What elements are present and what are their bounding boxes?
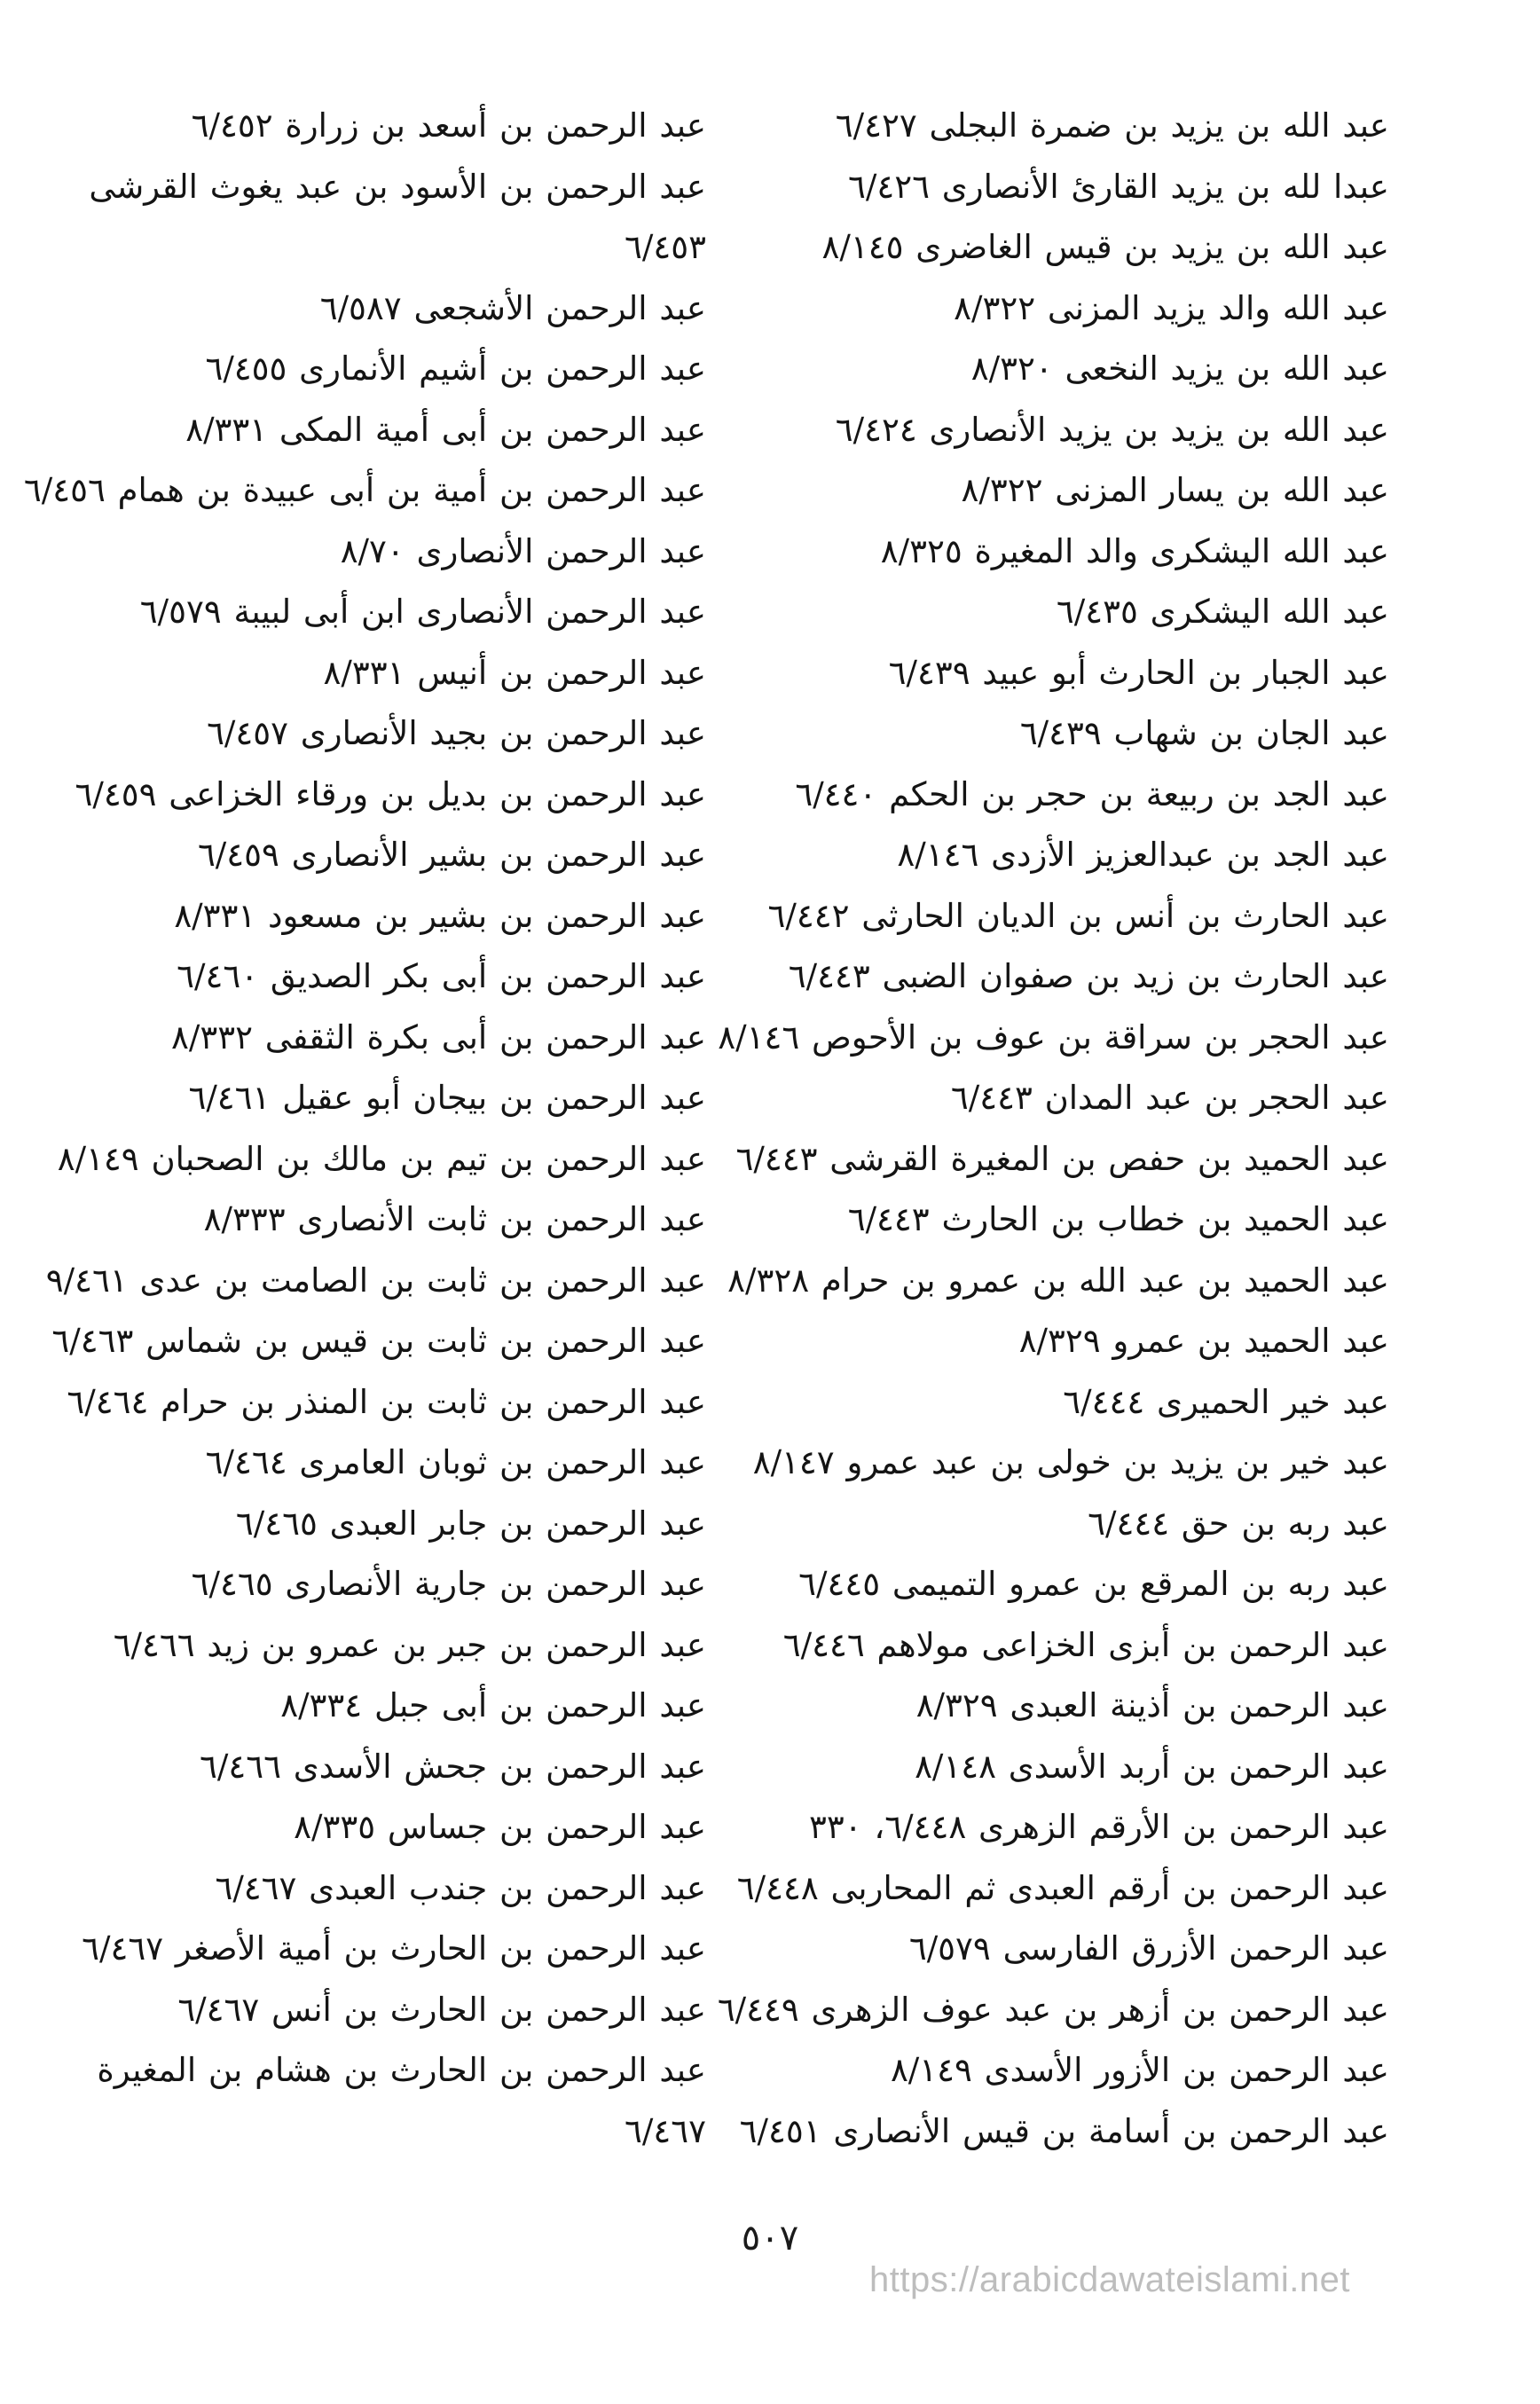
- index-entry: عبد الرحمن بن أسامة بن قيس الأنصاری ٦/٤٥١: [739, 2111, 1389, 2150]
- index-entry: عبد الرحمن بن جارية الأنصاری ٦/٤٦٥: [191, 1565, 706, 1603]
- index-entry: عبدا لله بن يزيد القارئ الأنصاری ٦/٤٢٦: [848, 167, 1389, 206]
- index-column-left: [23, 96, 706, 2162]
- index-entry: عبد الرحمن بن بيجان أبو عقيل ٦/٤٦١: [188, 1079, 706, 1117]
- index-entry: عبد الله بن يسار المزنی ٨/٣٢٢: [961, 471, 1389, 509]
- index-entry: عبد خير الحميری ٦/٤٤٤: [1063, 1382, 1389, 1421]
- index-entry: عبد الحارث بن أنس بن الديان الحارثی ٦/٤٤٢: [767, 896, 1389, 935]
- index-entry: عبد الله اليشكری والد المغيرة ٨/٣٢٥: [880, 531, 1389, 570]
- index-entry: عبد الرحمن الأزرق الفارسی ٦/٥٧٩: [908, 1929, 1389, 1968]
- index-column-right: [717, 96, 1389, 2162]
- index-entry: عبد الله بن يزيد بن قيس الغاضری ٨/١٤٥: [821, 228, 1389, 266]
- index-entry: عبد الرحمن بن أمية بن أبی عبيدة بن همام ٦/٤٥٦: [23, 471, 706, 509]
- index-entry: عبد خير بن يزيد بن خولی بن عبد عمرو ٨/١٤٧: [752, 1443, 1389, 1481]
- index-entry: عبد الرحمن بن أزهر بن عبد عوف الزهری ٦/٤٤٩: [717, 1990, 1389, 2029]
- index-entry: عبد الرحمن بن أبی بكر الصديق ٦/٤٦٠: [177, 957, 706, 995]
- watermark-url: https://arabicdawateislami.net: [869, 2260, 1350, 2299]
- index-entry: عبد الجان بن شهاب ٦/٤٣٩: [1019, 714, 1389, 752]
- index-entry: عبد الرحمن بن الحارث بن أمية الأصغر ٦/٤٦٧: [82, 1929, 706, 1968]
- index-entry: عبد الحميد بن خطاب بن الحارث ٦/٤٤٣: [847, 1200, 1389, 1238]
- index-entry: عبد ربه بن حق ٦/٤٤٤: [1088, 1504, 1389, 1543]
- index-entry: عبد الرحمن بن أنيس ٨/٣٣١: [323, 653, 706, 692]
- index-entry: عبد الرحمن بن بشير الأنصاری ٦/٤٥٩: [197, 836, 706, 874]
- index-entry: عبد الرحمن بن بشير بن مسعود ٨/٣٣١: [174, 896, 706, 935]
- index-entry: عبد الرحمن بن بجيد الأنصاری ٦/٤٥٧: [207, 714, 706, 752]
- index-entry: عبد الرحمن بن الأرقم الزهری ٦/٤٤٨، ٣٣٠: [808, 1808, 1389, 1846]
- index-entry: عبد الرحمن بن أرقم العبدی ثم المحاربی ٦/٤٤٨: [736, 1868, 1389, 1907]
- index-entry: عبد الحجر بن عبد المدان ٦/٤٤٣: [950, 1079, 1389, 1117]
- index-entry: عبد الحميد بن عمرو ٨/٣٢٩: [1018, 1322, 1389, 1360]
- index-entry: عبد الرحمن بن أربد الأسدی ٨/١٤٨: [915, 1747, 1389, 1786]
- index-entry: عبد الله بن يزيد بن يزيد الأنصاری ٦/٤٢٤: [835, 410, 1389, 449]
- index-entry: عبد الجد بن ربيعة بن حجر بن الحكم ٦/٤٤٠: [795, 774, 1389, 813]
- index-entry: عبد الرحمن بن جبر بن عمرو بن زيد ٦/٤٦٦: [113, 1625, 706, 1664]
- index-entry: عبد الرحمن بن أبی جبل ٨/٣٣٤: [280, 1686, 706, 1724]
- index-entry: عبد الرحمن بن أبزی الخزاعی مولاهم ٦/٤٤٦: [782, 1625, 1389, 1664]
- index-entry: عبد الله بن يزيد النخعی ٨/٣٢٠: [970, 350, 1389, 388]
- index-entry: عبد الرحمن بن ثابت بن قيس بن شماس ٦/٤٦٣: [51, 1322, 706, 1360]
- index-entry: عبد الرحمن بن الحارث بن هشام بن المغيرة ٦/٤٦٧: [97, 2051, 706, 2150]
- index-entry: عبد الرحمن بن جندب العبدی ٦/٤٦٧: [215, 1868, 706, 1907]
- index-entry: عبد الرحمن بن أذينة العبدی ٨/٣٢٩: [915, 1686, 1389, 1724]
- index-entry: عبد الرحمن بن أبی بكرة الثقفی ٨/٣٣٢: [171, 1017, 706, 1057]
- index-entry: عبد الحميد بن حفص بن المغيرة القرشی ٦/٤٤٣: [735, 1139, 1389, 1178]
- index-entry: عبد الرحمن بن الأزور الأسدی ٨/١٤٩: [890, 2051, 1389, 2089]
- index-entry: عبد الرحمن بن أشيم الأنماری ٦/٤٥٥: [205, 350, 706, 388]
- index-entry: عبد ربه بن المرقع بن عمرو التميمی ٦/٤٤٥: [798, 1565, 1389, 1603]
- index-entry: عبد الرحمن الأنصاری ٨/٧٠: [340, 531, 706, 570]
- index-entry: عبد الحميد بن عبد الله بن عمرو بن حرام ٨/٣٢٨: [727, 1261, 1389, 1300]
- index-entry: عبد الرحمن بن بديل بن ورقاء الخزاعی ٦/٤٥٩: [75, 774, 706, 813]
- index-entry: عبد الرحمن الأشجعی ٦/٥٨٧: [319, 288, 706, 327]
- index-entry: عبد الرحمن بن جابر العبدی ٦/٤٦٥: [235, 1504, 706, 1543]
- index-entry: عبد الرحمن بن ثابت بن المنذر بن حرام ٦/٤٦٤: [67, 1382, 706, 1421]
- index-entry: عبد الجد بن عبدالعزيز الأزدی ٨/١٤٦: [897, 836, 1389, 874]
- index-entry: عبد الرحمن بن ثابت بن الصامت بن عدی ٩/٤٦١: [45, 1261, 706, 1300]
- index-entry: عبد الرحمن بن الأسود بن عبد يغوث القرشی ٦/٤٥٣: [89, 167, 706, 266]
- page-number: ٥٠٧: [741, 2218, 799, 2259]
- index-entry: عبد الله اليشكری ٦/٤٣٥: [1056, 593, 1389, 631]
- index-entry: عبد الله بن يزيد بن ضمرة البجلی ٦/٤٢٧: [835, 106, 1389, 145]
- index-entry: عبد الرحمن بن جساس ٨/٣٣٥: [294, 1808, 706, 1846]
- index-entry: عبد الرحمن الأنصاری ابن أبی لبيبة ٦/٥٧٩: [139, 593, 706, 631]
- index-entry: عبد الرحمن بن الحارث بن أنس ٦/٤٦٧: [177, 1990, 706, 2029]
- index-entry: عبد الرحمن بن أبی أمية المكی ٨/٣٣١: [185, 410, 706, 449]
- index-entry: عبد الرحمن بن تيم بن مالك بن الصحبان ٨/١٤٩: [57, 1139, 706, 1178]
- index-entry: عبد الجبار بن الحارث أبو عبيد ٦/٤٣٩: [888, 653, 1389, 692]
- index-entry: عبد الرحمن بن ثوبان العامری ٦/٤٦٤: [205, 1443, 706, 1481]
- index-entry: عبد الرحمن بن أسعد بن زرارة ٦/٤٥٢: [191, 106, 706, 145]
- index-entry: عبد الرحمن بن ثابت الأنصاری ٨/٣٣٣: [203, 1200, 706, 1238]
- index-entry: عبد الحارث بن زيد بن صفوان الضبی ٦/٤٤٣: [788, 957, 1389, 995]
- index-entry: عبد الرحمن بن جحش الأسدی ٦/٤٦٦: [200, 1747, 706, 1786]
- index-entry: عبد الحجر بن سراقة بن عوف بن الأحوص ٨/١٤٦: [718, 1017, 1389, 1057]
- index-entry: عبد الله والد يزيد المزنی ٨/٣٢٢: [954, 288, 1389, 327]
